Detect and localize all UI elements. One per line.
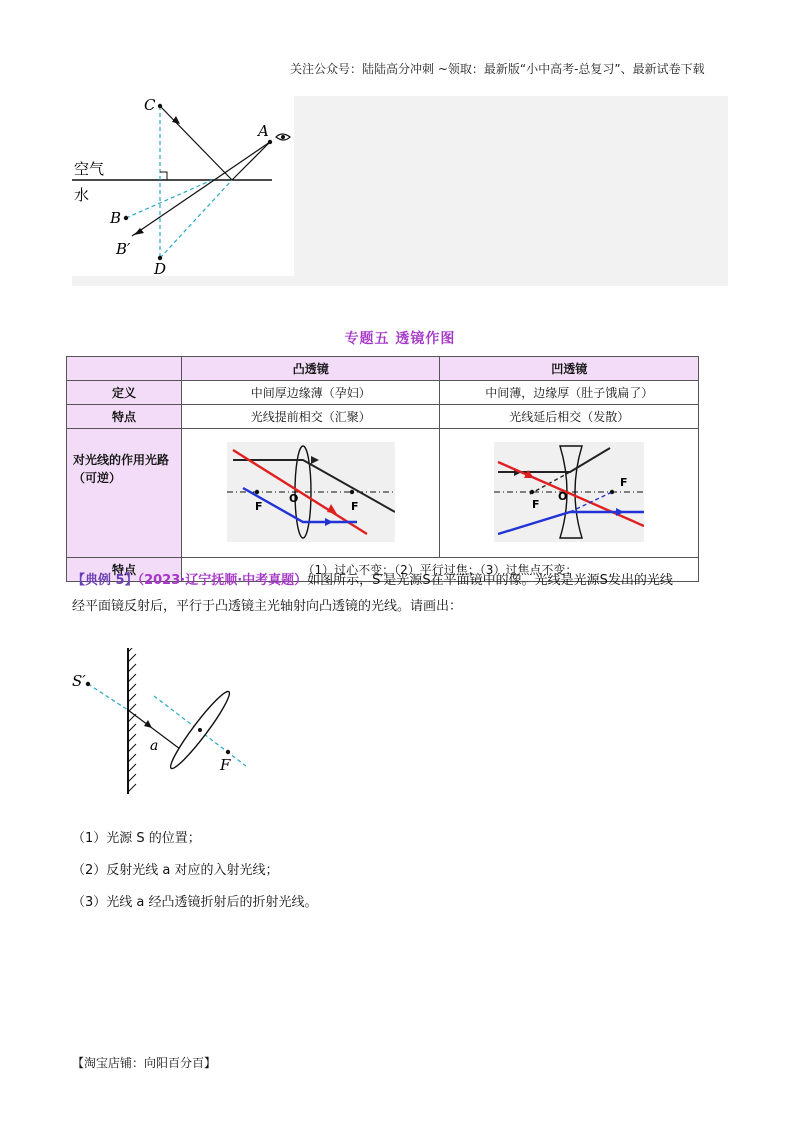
label-b: B — [110, 209, 122, 227]
point-a — [268, 140, 272, 144]
concave-lens-diagram — [494, 442, 644, 542]
convex-lens-diagram — [227, 442, 395, 542]
eye-pupil-icon — [281, 135, 285, 139]
label-air: 空气 — [74, 160, 105, 178]
label-a: A — [258, 122, 269, 140]
convex-label-f2: F — [350, 499, 359, 513]
example-paragraph — [72, 568, 732, 620]
page-header: 关注公众号：陆陆高分冲刺 ~领取：最新版“小中高考-总复习”、最新试卷下载 — [290, 62, 705, 76]
convex-label-o: O — [288, 491, 299, 505]
incident-ray-c — [160, 106, 232, 180]
concave-definition: 中间薄，边缘厚（肚子饿扁了） — [440, 381, 699, 405]
table-header-empty — [67, 357, 182, 381]
concave-label-o: O — [558, 489, 568, 503]
refracted-ray — [132, 142, 270, 236]
example-text-line2: 经平面镜反射后，平行于凸透镜主光轴射向凸透镜的光线。请画出： — [72, 599, 463, 614]
example-tag: 【典例 5】 — [72, 573, 138, 588]
dashed-line-sprime — [88, 684, 128, 710]
convex-feature: 光线提前相交（汇聚） — [182, 405, 440, 429]
table-header-convex: 凸透镜 — [182, 357, 440, 381]
lens-center — [198, 728, 202, 732]
point-sprime — [86, 682, 90, 686]
task-1: （1）光源 S 的位置； — [72, 831, 201, 846]
section-title: 专题五 透镜作图 — [344, 331, 456, 347]
task-list — [72, 826, 732, 916]
label-d: D — [154, 260, 167, 276]
row-label-special: 特点 — [67, 558, 182, 582]
row-label-light-path: 对光线的作用光路（可逆） — [67, 429, 182, 558]
mirror-hatching — [128, 648, 136, 792]
convex-diagram-cell — [182, 429, 440, 558]
label-water: 水 — [74, 186, 90, 204]
point-c — [158, 104, 162, 108]
task-2: （2）反射光线 a 对应的入射光线； — [72, 863, 279, 878]
page-footer: 【淘宝店铺：向阳百分百】 — [72, 1056, 217, 1070]
figure-canvas — [72, 96, 294, 276]
task-3: （3）光线 a 经凸透镜折射后的折射光线。 — [72, 895, 318, 910]
lens-table — [66, 356, 699, 582]
concave-diagram-cell — [440, 429, 699, 558]
row-label-definition: 定义 — [67, 381, 182, 405]
right-angle-mark — [160, 172, 167, 180]
concave-label-f2: F — [620, 475, 628, 489]
point-focus — [226, 750, 230, 754]
mirror-lens-figure — [66, 648, 266, 808]
label-c: C — [144, 96, 156, 114]
refraction-diagram — [72, 96, 294, 276]
point-b — [124, 216, 128, 220]
reflected-ray — [232, 142, 270, 180]
special-rules: （1）过心不变；（2）平行过焦；（3）过焦点不变； — [182, 558, 699, 582]
label-a: a — [150, 738, 159, 754]
refraction-figure — [72, 96, 728, 286]
label-sprime: S′ — [72, 672, 86, 690]
label-bprime: B′ — [116, 240, 131, 258]
dashed-ray-b — [126, 180, 212, 218]
convex-definition: 中间厚边缘薄（孕妇） — [182, 381, 440, 405]
example-source: （2023·辽宁抚顺·中考真题） — [137, 573, 308, 588]
concave-feature: 光线延后相交（发散） — [440, 405, 699, 429]
convex-label-f1: F — [254, 499, 263, 513]
example-text-line1: 如图所示，S′是光源S在平面镜中的像。光线是光源S发出的光线 — [307, 573, 673, 588]
concave-label-f1: F — [532, 497, 540, 511]
label-focus: F — [220, 756, 231, 774]
table-header-concave: 凹透镜 — [440, 357, 699, 381]
row-label-feature: 特点 — [67, 405, 182, 429]
